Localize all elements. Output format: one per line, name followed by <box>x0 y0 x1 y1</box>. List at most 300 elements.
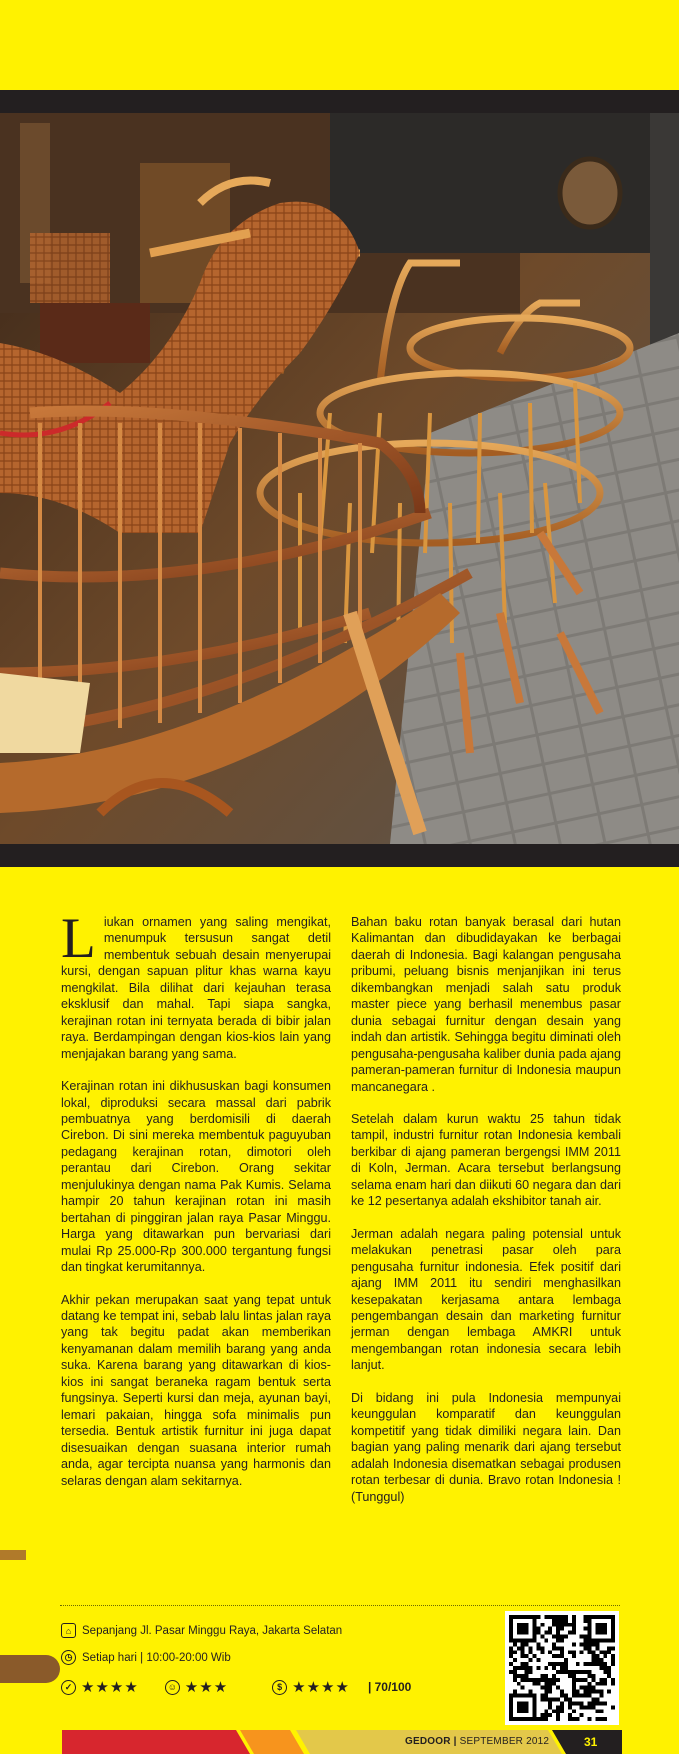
qr-module <box>536 1658 540 1662</box>
magazine-name: GEDOOR <box>405 1736 451 1747</box>
qr-module <box>560 1639 564 1643</box>
qr-module <box>599 1682 603 1686</box>
qr-module <box>544 1697 548 1701</box>
qr-module <box>607 1674 611 1678</box>
qr-module <box>603 1654 607 1658</box>
qr-module <box>568 1670 572 1674</box>
qr-module <box>576 1717 580 1721</box>
qr-module <box>529 1690 533 1694</box>
qr-module <box>568 1713 572 1717</box>
qr-module <box>611 1654 615 1658</box>
qr-module <box>552 1709 556 1713</box>
qr-module <box>603 1650 607 1654</box>
qr-module <box>591 1701 595 1705</box>
qr-module <box>548 1678 552 1682</box>
qr-module <box>517 1701 529 1713</box>
qr-module <box>591 1697 595 1701</box>
qr-module <box>607 1646 611 1650</box>
qr-module <box>556 1639 560 1643</box>
qr-module <box>564 1619 568 1623</box>
location-text: Sepanjang Jl. Pasar Minggu Raya, Jakarta Selatan <box>82 1624 343 1637</box>
qr-module <box>521 1674 525 1678</box>
qr-module <box>533 1678 537 1682</box>
qr-module <box>568 1623 572 1627</box>
qr-module <box>584 1646 588 1650</box>
qr-module <box>611 1662 615 1666</box>
qr-module <box>588 1662 592 1666</box>
qr-module <box>513 1650 517 1654</box>
qr-module <box>556 1662 560 1666</box>
qr-module <box>509 1670 513 1674</box>
qr-module <box>525 1662 529 1666</box>
qr-module <box>568 1697 572 1701</box>
paragraph: Bahan baku rotan banyak berasal dari hutan Kalimantan dan dibudidayakan ke berbagai daerah di Indonesia. Bagi kalangan pengusaha pribumi, peluang bisnis menjanjikan ini terus dikembangkan menjadi salah satu produk master piece yang berhasil menembus pasar dunia sebagai furnitur dengan desain yang indah dan artistik. Sehingga begitu diminati oleh pengusaha-pengusaha kaliber dunia pada ajang pameran-pameran furnitur di Indonesia maupun mancanegara . <box>351 915 621 1094</box>
rating-row <box>61 1678 411 1696</box>
qr-module <box>564 1623 568 1627</box>
qr-module <box>580 1694 584 1698</box>
qr-module <box>572 1642 576 1646</box>
qr-module <box>544 1694 548 1698</box>
article-right-column <box>351 914 621 1521</box>
service-icon: ☺ <box>165 1680 180 1695</box>
paragraph: Jerman adalah negara paling potensial untuk melakukan penetrasi pasar oleh para pengusaha furnitur indonesia. Efek positif dari ajang IMM 2011 itu sendiri menghasilkan kesepakatan kerjasama antara lembaga pengembangan desain dan marketing furnitur jerman dengan lembaga AMKRI untuk mengembangan rotan indonesia secara lebih lanjut. <box>351 1226 621 1373</box>
rating-stars: ★★★★ <box>292 1679 350 1696</box>
qr-module <box>536 1615 540 1619</box>
qr-module <box>611 1658 615 1662</box>
qr-module <box>521 1650 525 1654</box>
qr-module <box>525 1654 529 1658</box>
qr-module <box>591 1686 595 1690</box>
qr-module <box>580 1635 584 1639</box>
page-number: 31 <box>584 1735 598 1749</box>
qr-module <box>513 1642 517 1646</box>
paragraph <box>61 907 331 1062</box>
qr-module <box>588 1670 592 1674</box>
qr-module <box>517 1682 521 1686</box>
qr-module <box>552 1654 556 1658</box>
qr-module <box>556 1713 560 1717</box>
qr-module <box>611 1682 615 1686</box>
qr-module <box>595 1717 599 1721</box>
qr-module <box>513 1666 517 1670</box>
qr-module <box>521 1646 525 1650</box>
qr-code[interactable] <box>505 1611 619 1725</box>
qr-module <box>521 1654 525 1658</box>
qr-module <box>607 1690 611 1694</box>
qr-module <box>536 1678 540 1682</box>
qr-module <box>540 1717 544 1721</box>
qr-module <box>607 1666 611 1670</box>
qr-module <box>603 1701 607 1705</box>
qr-module <box>572 1654 576 1658</box>
qr-module <box>588 1650 592 1654</box>
qr-module <box>584 1627 588 1631</box>
qr-module <box>591 1654 595 1658</box>
qr-module <box>552 1678 556 1682</box>
qr-module <box>552 1697 556 1701</box>
qr-module <box>556 1646 560 1650</box>
qr-module <box>572 1631 576 1635</box>
qr-module <box>556 1709 560 1713</box>
qr-module <box>556 1705 560 1709</box>
qr-module <box>513 1670 517 1674</box>
qr-module <box>544 1690 548 1694</box>
qr-module <box>588 1646 592 1650</box>
qr-module <box>556 1670 560 1674</box>
qr-module <box>576 1678 580 1682</box>
qr-module <box>584 1690 588 1694</box>
qr-module <box>591 1705 595 1709</box>
qr-module <box>572 1650 576 1654</box>
qr-module <box>580 1642 584 1646</box>
qr-module <box>607 1650 611 1654</box>
qr-module <box>560 1701 564 1705</box>
location-line <box>61 1623 342 1638</box>
qr-module <box>588 1642 592 1646</box>
qr-module <box>572 1690 576 1694</box>
qr-module <box>540 1674 544 1678</box>
qr-module <box>509 1662 513 1666</box>
edge-decoration <box>0 1655 60 1683</box>
qr-module <box>580 1678 584 1682</box>
qr-module <box>540 1635 544 1639</box>
qr-module <box>588 1701 592 1705</box>
qr-module <box>576 1662 580 1666</box>
qr-module <box>588 1705 592 1709</box>
qr-module <box>607 1670 611 1674</box>
qr-module <box>560 1709 564 1713</box>
rating-service <box>165 1678 228 1696</box>
qr-module <box>591 1690 595 1694</box>
paragraph: Setelah dalam kurun waktu 25 tahun tidak tampil, industri furnitur rotan Indonesia kembali berkibar di ajang pameran bergengsi IMM 2011 di Koln, Jerman. Acara tersebut berlangsung selama enam hari dan diikuti 60 negara dan dari ke 12 pesertanya adalah ekshibitor tanah air. <box>351 1111 621 1209</box>
qr-module <box>568 1717 572 1721</box>
quality-icon: ✓ <box>61 1680 76 1695</box>
qr-module <box>572 1670 576 1674</box>
qr-module <box>529 1670 533 1674</box>
qr-module <box>548 1682 552 1686</box>
qr-module <box>544 1615 548 1619</box>
qr-module <box>525 1666 529 1670</box>
qr-module <box>513 1678 517 1682</box>
qr-module <box>572 1717 576 1721</box>
clock-icon: ◷ <box>61 1650 76 1665</box>
qr-module <box>599 1650 603 1654</box>
qr-module <box>540 1678 544 1682</box>
qr-module <box>568 1705 572 1709</box>
paragraph-text: iukan ornamen yang saling mengikat, menumpuk tersusun sangat detil membentuk sebuah desain menyerupai kursi, dengan sapuan plitur khas warna kayu mengkilat. Bila dilihat dari kejauhan terasa eksklusif dan mahal. Tapi siapa sangka, kerajinan rotan ini ternyata berada di bibir jalan raya. Berdampingan dengan kios-kios lain yang menjajakan barang yang sama. <box>61 915 331 1061</box>
shop-icon: ⌂ <box>61 1623 76 1638</box>
qr-module <box>591 1678 595 1682</box>
qr-module <box>580 1705 584 1709</box>
qr-module <box>540 1686 544 1690</box>
qr-module <box>576 1670 580 1674</box>
qr-module <box>544 1717 548 1721</box>
qr-module <box>548 1697 552 1701</box>
qr-module <box>580 1686 584 1690</box>
qr-module <box>603 1682 607 1686</box>
qr-module <box>595 1658 599 1662</box>
qr-module <box>544 1666 548 1670</box>
qr-module <box>595 1682 599 1686</box>
qr-module <box>584 1694 588 1698</box>
qr-module <box>560 1694 564 1698</box>
qr-module <box>572 1694 576 1698</box>
qr-module <box>548 1686 552 1690</box>
qr-module <box>529 1678 533 1682</box>
qr-module <box>564 1694 568 1698</box>
qr-module <box>595 1701 599 1705</box>
qr-module <box>603 1717 607 1721</box>
qr-module <box>560 1650 564 1654</box>
qr-module <box>584 1705 588 1709</box>
qr-module <box>560 1635 564 1639</box>
qr-module <box>603 1678 607 1682</box>
qr-module <box>552 1619 556 1623</box>
hours-line <box>61 1650 231 1665</box>
qr-module <box>588 1717 592 1721</box>
qr-module <box>560 1670 564 1674</box>
qr-module <box>552 1662 556 1666</box>
qr-module <box>560 1615 564 1619</box>
footer-publication <box>405 1736 549 1747</box>
qr-module <box>517 1646 521 1650</box>
qr-module <box>584 1635 588 1639</box>
qr-module <box>591 1658 595 1662</box>
qr-module <box>580 1713 584 1717</box>
qr-module <box>556 1635 560 1639</box>
qr-module <box>599 1662 603 1666</box>
qr-module <box>564 1658 568 1662</box>
qr-module <box>548 1701 552 1705</box>
qr-module <box>560 1690 564 1694</box>
qr-module <box>603 1670 607 1674</box>
qr-module <box>513 1658 517 1662</box>
qr-module <box>521 1642 525 1646</box>
qr-module <box>552 1642 556 1646</box>
qr-module <box>560 1666 564 1670</box>
qr-module <box>576 1690 580 1694</box>
qr-module <box>536 1646 540 1650</box>
qr-module <box>595 1646 599 1650</box>
qr-module <box>529 1658 533 1662</box>
qr-module <box>584 1642 588 1646</box>
qr-module <box>599 1717 603 1721</box>
qr-module <box>564 1615 568 1619</box>
qr-module <box>548 1650 552 1654</box>
qr-module <box>584 1686 588 1690</box>
qr-module <box>572 1686 576 1690</box>
edge-decoration <box>0 1550 26 1560</box>
qr-module <box>580 1670 584 1674</box>
qr-module <box>572 1678 576 1682</box>
qr-module <box>611 1705 615 1709</box>
qr-module <box>529 1646 533 1650</box>
qr-module <box>591 1662 595 1666</box>
paragraph: Kerajinan rotan ini dikhususkan bagi konsumen lokal, diproduksi secara massal dari pabrik pembuatnya yang berdomisili di daerah Cirebon. Di sini mereka membentuk paguyuban pedagang kerajinan rotan, dimotori oleh perantau dari Cirebon. Orang sekitar menjulukinya dengan nama Pak Kumis. Selama hampir 20 tahun kerajinan rotan ini masih bertahan di pinggiran jalan raya Pasar Minggu. Harga yang ditawarkan pun bervariasi dari mulai Rp 25.000-Rp 300.000 tergantung fungsi dan tingkat kerumitannya. <box>61 1079 331 1275</box>
article-left-column <box>61 907 331 1505</box>
qr-module <box>572 1674 576 1678</box>
dropcap: L <box>61 907 96 970</box>
qr-module <box>595 1709 599 1713</box>
qr-module <box>588 1674 592 1678</box>
qr-module <box>588 1682 592 1686</box>
qr-module <box>552 1635 556 1639</box>
qr-module <box>556 1623 560 1627</box>
qr-module <box>509 1650 513 1654</box>
qr-module <box>603 1662 607 1666</box>
qr-module <box>584 1670 588 1674</box>
qr-module <box>521 1662 525 1666</box>
qr-module <box>576 1701 580 1705</box>
qr-module <box>611 1646 615 1650</box>
qr-module <box>548 1662 552 1666</box>
qr-module <box>580 1701 584 1705</box>
rating-price <box>272 1678 350 1696</box>
qr-module <box>595 1697 599 1701</box>
qr-module <box>548 1705 552 1709</box>
qr-module <box>536 1666 540 1670</box>
qr-module <box>552 1674 556 1678</box>
qr-module <box>595 1623 607 1635</box>
qr-module <box>536 1631 540 1635</box>
qr-module <box>517 1666 521 1670</box>
qr-module <box>544 1674 548 1678</box>
qr-module <box>548 1713 552 1717</box>
footer-bar <box>0 1730 679 1754</box>
qr-module <box>560 1646 564 1650</box>
qr-module <box>584 1639 588 1643</box>
qr-module <box>544 1639 548 1643</box>
qr-module <box>599 1658 603 1662</box>
qr-module <box>560 1662 564 1666</box>
qr-module <box>556 1631 560 1635</box>
qr-module <box>599 1694 603 1698</box>
qr-module <box>584 1619 588 1623</box>
qr-module <box>552 1646 556 1650</box>
qr-module <box>544 1686 548 1690</box>
qr-module <box>525 1678 529 1682</box>
qr-module <box>611 1678 615 1682</box>
qr-module <box>560 1705 564 1709</box>
price-icon: $ <box>272 1680 287 1695</box>
qr-module <box>540 1646 544 1650</box>
qr-module <box>513 1674 517 1678</box>
qr-module <box>544 1678 548 1682</box>
qr-module <box>548 1631 552 1635</box>
qr-module <box>521 1666 525 1670</box>
qr-module <box>540 1623 544 1627</box>
qr-module <box>572 1623 576 1627</box>
qr-module <box>568 1650 572 1654</box>
qr-module <box>584 1615 588 1619</box>
paragraph: Di bidang ini pula Indonesia mempunyai keunggulan komparatif dan keunggulan kompetitif yang tidak dimiliki negara lain. Dan bagian yang paling menarik dari ajang tersebut adalah Indonesia disematkan sebagai produsen rotan terbesar di dunia. Bravo rotan Indonesia ! (Tunggul) <box>351 1390 621 1504</box>
qr-module <box>556 1678 560 1682</box>
qr-module <box>548 1690 552 1694</box>
qr-module <box>560 1619 564 1623</box>
qr-module <box>564 1697 568 1701</box>
qr-module <box>568 1631 572 1635</box>
qr-module <box>588 1690 592 1694</box>
qr-module <box>529 1666 533 1670</box>
qr-module <box>525 1670 529 1674</box>
qr-module <box>564 1670 568 1674</box>
qr-module <box>584 1662 588 1666</box>
qr-module <box>521 1686 525 1690</box>
qr-module <box>588 1694 592 1698</box>
qr-module <box>595 1642 599 1646</box>
qr-module <box>529 1650 533 1654</box>
qr-module <box>580 1650 584 1654</box>
qr-module <box>509 1654 513 1658</box>
qr-module <box>548 1627 552 1631</box>
paragraph: Akhir pekan merupakan saat yang tepat untuk datang ke tempat ini, sebab lalu lintas jalan raya yang tak begitu padat akan memberikan kenyamanan dalam memilih barang yang anda suka. Karena barang yang ditawarkan di kios-kios ini sangat beraneka ragam bentuk serta fungsinya. Seperti kursi dan meja, ayunan bayi, lemari pakaian, hingga sofa minimalis pun tersedia. Bentuk artistik furnitur ini juga dapat disesuaikan dengan suasana interior rumah anda, agar tercipta nuansa yang harmonis dan selaras dengan alam sekitarnya. <box>61 1292 331 1488</box>
qr-module <box>517 1623 529 1635</box>
qr-module <box>533 1654 537 1658</box>
qr-module <box>572 1627 576 1631</box>
qr-module <box>572 1709 576 1713</box>
issue-month: SEPTEMBER 2012 <box>459 1736 550 1747</box>
qr-module <box>521 1678 525 1682</box>
qr-module <box>572 1701 576 1705</box>
rating-stars: ★★★★ <box>81 1679 139 1696</box>
qr-module <box>595 1654 599 1658</box>
footer-separator: | <box>450 1736 460 1747</box>
qr-module <box>599 1666 603 1670</box>
qr-module <box>588 1686 592 1690</box>
score-text: | 70/100 <box>367 1680 412 1694</box>
qr-module <box>525 1674 529 1678</box>
dotted-divider <box>60 1605 620 1606</box>
qr-module <box>533 1682 537 1686</box>
qr-module <box>568 1701 572 1705</box>
qr-module <box>517 1674 521 1678</box>
qr-module <box>540 1697 544 1701</box>
qr-module <box>548 1615 552 1619</box>
qr-module <box>536 1642 540 1646</box>
qr-module <box>560 1623 564 1627</box>
qr-module <box>591 1642 595 1646</box>
qr-module <box>599 1690 603 1694</box>
qr-module <box>599 1678 603 1682</box>
rating-quality <box>61 1678 139 1696</box>
qr-module <box>513 1690 517 1694</box>
qr-module <box>591 1674 595 1678</box>
qr-module <box>540 1713 544 1717</box>
qr-module <box>525 1642 529 1646</box>
qr-module <box>540 1694 544 1698</box>
hours-text: Setiap hari | 10:00-20:00 Wib <box>82 1651 231 1664</box>
qr-module <box>544 1713 548 1717</box>
qr-module <box>556 1717 560 1721</box>
qr-module <box>560 1627 564 1631</box>
qr-module <box>595 1662 599 1666</box>
qr-module <box>603 1666 607 1670</box>
qr-module <box>552 1623 556 1627</box>
qr-module <box>591 1650 595 1654</box>
qr-module <box>544 1682 548 1686</box>
qr-module <box>556 1686 560 1690</box>
qr-module <box>544 1709 548 1713</box>
qr-module <box>599 1709 603 1713</box>
qr-module <box>540 1650 544 1654</box>
qr-module <box>552 1615 556 1619</box>
qr-module <box>556 1619 560 1623</box>
qr-module <box>536 1627 540 1631</box>
qr-module <box>564 1666 568 1670</box>
qr-module <box>544 1631 548 1635</box>
qr-module <box>509 1646 513 1650</box>
qr-module <box>568 1674 572 1678</box>
